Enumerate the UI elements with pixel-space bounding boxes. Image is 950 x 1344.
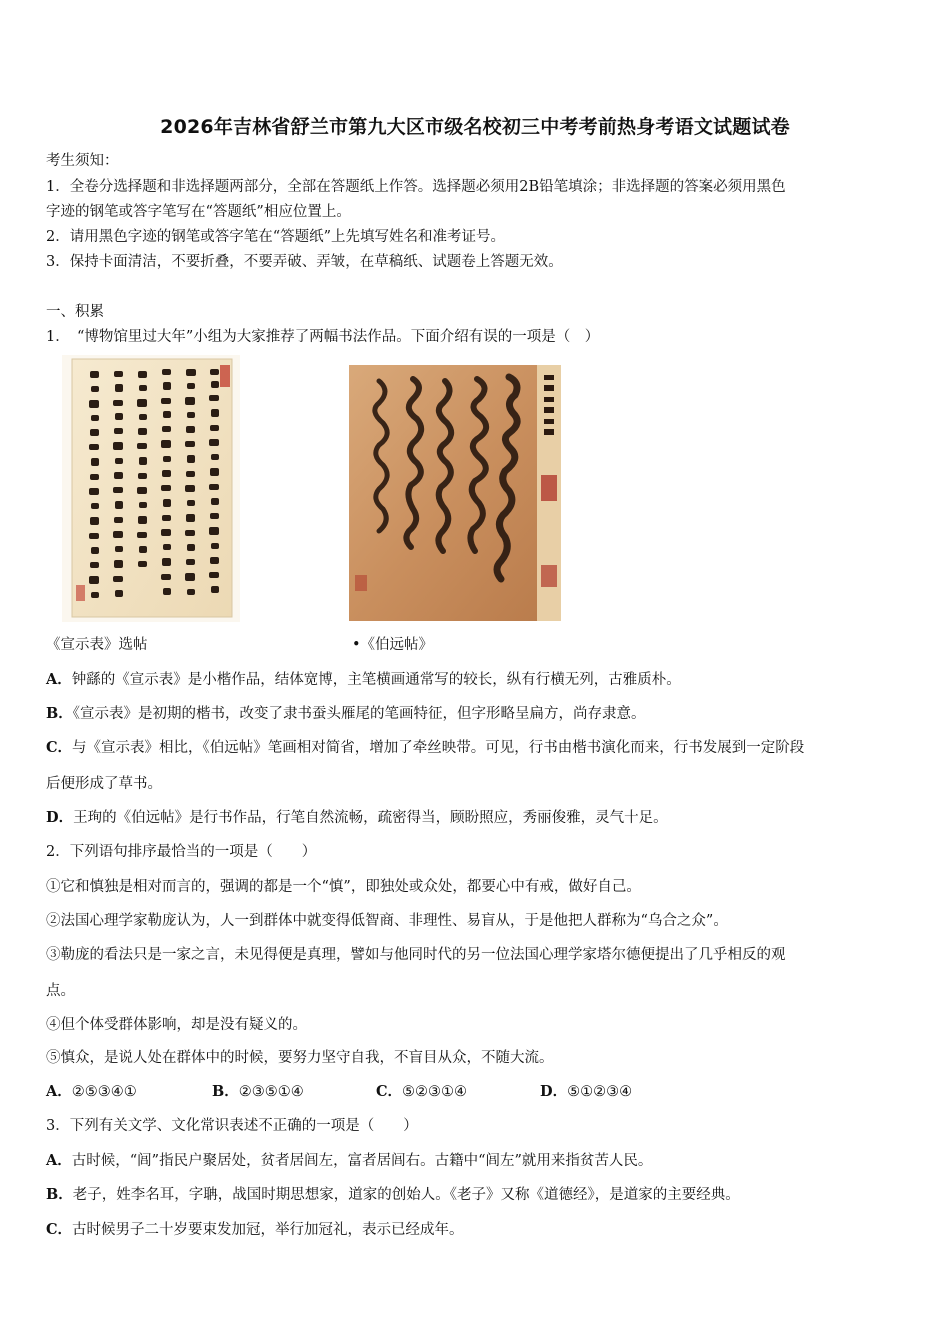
q1-option-a-label: A．: [46, 671, 72, 688]
q2-option-b-text: ②③⑤①④: [238, 1084, 304, 1100]
q2-sentence-1: ①它和慎独是相对而言的，强调的都是一个“慎”，即独处或众处，都要心中有戒，做好自己。: [46, 879, 641, 895]
q2-sentence-2: ②法国心理学家勒庞认为，人一到群体中就变得低智商、非理性、易盲从，于是他把人群称为“乌合之众”。: [46, 913, 728, 929]
notice-line-2: 字迹的钢笔或答字笔写在“答题纸”相应位置上。: [46, 204, 351, 220]
q1-option-c-continued: 后便形成了草书。: [46, 776, 162, 792]
q3-option-c: [46, 1220, 464, 1240]
q3-option-b-text: 老子，姓李名耳，字聃，战国时期思想家，道家的创始人。《老子》又称《道德经》，是道家的主要经典。: [72, 1187, 740, 1203]
q1-option-c: [46, 738, 804, 758]
notice-line-3: 2．请用黑色字迹的钢笔或答字笔在“答题纸”上先填写姓名和准考证号。: [46, 229, 506, 245]
q3-option-c-text: 古时候男子二十岁要束发加冠，举行加冠礼，表示已经成年。: [72, 1222, 464, 1238]
q1-option-d: [46, 808, 668, 828]
q1-option-b-text: 《宣示表》是初期的楷书，改变了隶书蚕头雁尾的笔画特征，但字形略呈扁方，尚存隶意。: [72, 706, 646, 722]
q1-option-b: [46, 704, 646, 724]
q1-option-c-label: C．: [46, 739, 73, 756]
q2-option-a-label: A．: [46, 1083, 72, 1100]
q3-option-b: [46, 1185, 740, 1205]
q3-option-a: [46, 1151, 652, 1171]
boyuan-tie-image: [349, 365, 561, 621]
page-title: 2026年吉林省舒兰市第九大区市级名校初三中考考前热身考语文试题试卷: [160, 116, 790, 138]
q3-option-a-text: 古时候，“闾”指民户聚居处，贫者居闾左，富者居闾右。古籍中“闾左”就用来指贫苦人民。: [71, 1153, 653, 1169]
q2-sentence-3: ③勒庞的看法只是一家之言，未见得便是真理，譬如与他同时代的另一位法国心理学家塔尔德便提出了几乎相反的观: [46, 947, 786, 963]
xuanshi-biao-calligraphy: [62, 355, 240, 622]
q3-stem: 3．下列有关文学、文化常识表述不正确的一项是（ ）: [46, 1118, 418, 1134]
q1-option-d-label: D．: [46, 809, 74, 826]
boyuan-tie-calligraphy: [349, 365, 561, 621]
q2-option-d-label: D．: [540, 1083, 568, 1100]
q2-option-b-label: B．: [212, 1083, 239, 1100]
caption-boyuan-tie: •《伯远帖》: [352, 637, 434, 653]
q2-sentence-3-continued: 点。: [46, 983, 75, 999]
q1-option-a: [46, 670, 681, 690]
q2-option-c: [376, 1082, 540, 1102]
q1-option-d-text: 王珣的《伯远帖》是行书作品，行笔自然流畅，疏密得当，顾盼照应，秀丽俊雅，灵气十足。: [73, 810, 668, 826]
q2-sentence-5: ⑤慎众，是说人处在群体中的时候，要努力坚守自我，不盲目从众，不随大流。: [46, 1050, 554, 1066]
q2-stem: 2．下列语句排序最恰当的一项是（ ）: [46, 844, 317, 860]
xuanshi-biao-image: [62, 355, 240, 622]
q2-option-a-text: ②⑤③④①: [71, 1084, 137, 1100]
q3-option-b-label: B．: [46, 1186, 73, 1203]
q1-option-a-text: 钟繇的《宣示表》是小楷作品，结体宽博，主笔横画通常写的较长，纵有行横无列，古雅质朴。: [71, 672, 681, 688]
q1-stem: 1． “博物馆里过大年”小组为大家推荐了两幅书法作品。下面介绍有误的一项是（ ）: [46, 329, 600, 345]
q3-option-a-label: A．: [46, 1152, 72, 1169]
caption-xuanshi-biao: 《宣示表》选帖: [46, 637, 148, 653]
q2-sentence-4: ④但个体受群体影响，却是没有疑义的。: [46, 1017, 307, 1033]
q2-options: [46, 1082, 632, 1102]
q2-option-c-text: ⑤②③①④: [402, 1084, 468, 1100]
q1-option-b-label: B．: [46, 705, 73, 722]
q2-option-b: [212, 1082, 376, 1102]
q2-option-a: [46, 1082, 212, 1102]
notice-line-1: 1．全卷分选择题和非选择题两部分，全部在答题纸上作答。选择题必须用2B铅笔填涂；非选择题的答案必须用黑色: [46, 179, 786, 195]
q2-option-d-text: ⑤①②③④: [567, 1084, 633, 1100]
notice-line-4: 3．保持卡面清洁，不要折叠，不要弄破、弄皱，在草稿纸、试题卷上答题无效。: [46, 254, 563, 270]
notice-heading: 考生须知：: [46, 153, 119, 169]
section-heading: 一、积累: [46, 304, 104, 320]
q2-option-c-label: C．: [376, 1083, 403, 1100]
q2-option-d: [540, 1082, 632, 1102]
q1-option-c-text: 与《宣示表》相比，《伯远帖》笔画相对简省，增加了牵丝映带。可见，行书由楷书演化而来，行书发展到一定阶段: [72, 740, 805, 756]
q3-option-c-label: C．: [46, 1221, 73, 1238]
